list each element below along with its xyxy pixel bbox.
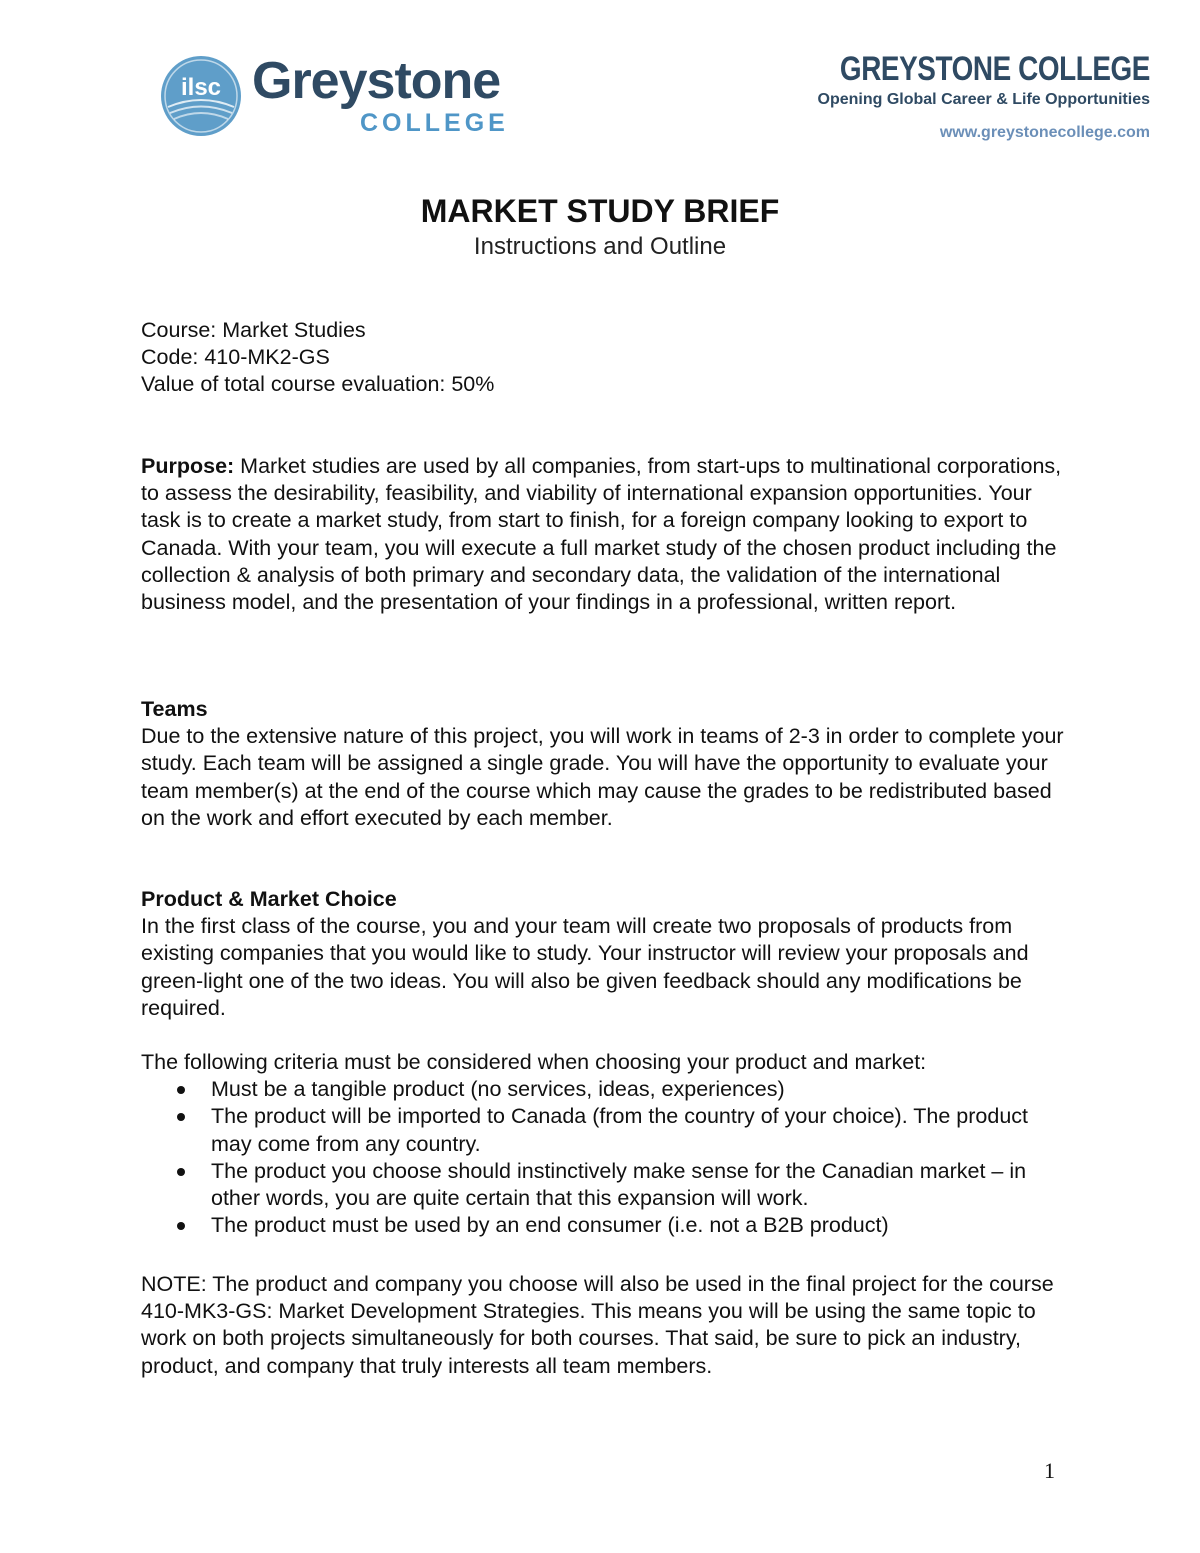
product-choice-section	[141, 886, 1071, 1022]
teams-section	[141, 696, 1071, 832]
note-section	[141, 1271, 1071, 1380]
purpose-heading: Purpose:	[141, 454, 235, 478]
purpose-paragraph	[141, 453, 1071, 616]
criteria-list	[141, 1076, 1071, 1239]
logo-wordmark: Greystone	[252, 52, 501, 110]
criteria-item: Must be a tangible product (no services, ideas, experiences)	[141, 1076, 1071, 1103]
product-choice-heading: Product & Market Choice	[141, 887, 397, 911]
teams-heading: Teams	[141, 697, 208, 721]
purpose-section	[141, 453, 1071, 616]
bullet-icon	[177, 1113, 185, 1121]
code-line: Code: 410-MK2-GS	[141, 345, 330, 370]
product-choice-text: In the first class of the course, you and your team will create two proposals of products from existing companies that you would like to study. Your instructor will review your proposals and green-light one of the two ideas. You will also be given feedback should any modifications be required.	[141, 914, 1029, 1020]
document-title: MARKET STUDY BRIEF	[420, 193, 780, 229]
course-meta	[141, 317, 1071, 399]
college-url: www.greystonecollege.com	[939, 124, 1150, 141]
criteria-section	[141, 1049, 1071, 1239]
purpose-text: Market studies are used by all companies, from start-ups to multinational corporations, to assess the desirability, feasibility, and viability of international expansion opportunities. Your task is to create a market study, from start to finish, for a foreign company looking to export to Canada. With your team, you will execute a full market study of the chosen product including the collection & analysis of both primary and secondary data, the validation of the international business model, and the presentation of your findings in a professional, written report.	[141, 454, 1062, 615]
course-line: Course: Market Studies	[141, 318, 366, 342]
bullet-icon	[177, 1168, 185, 1176]
criteria-item: The product will be imported to Canada (from the country of your choice). The product may come from any country.	[141, 1103, 1071, 1157]
college-tagline: Opening Global Career & Life Opportunities	[817, 91, 1150, 108]
bullet-icon	[177, 1222, 185, 1230]
document-subtitle: Instructions and Outline	[473, 233, 727, 260]
seal-text: ilsc	[180, 74, 222, 101]
criteria-intro: The following criteria must be considered when choosing your product and market:	[141, 1050, 927, 1074]
logo-sub-wordmark: COLLEGE	[360, 109, 509, 137]
value-line: Value of total course evaluation: 50%	[141, 372, 495, 397]
note-text: NOTE: The product and company you choose will also be used in the final project for the course 410-MK3-GS: Market Development Strategies. This means you will be using the same topic to work on both projects simultaneously for both courses. That said, be sure to pick an industry, product, and company that truly interests all team members.	[141, 1272, 1054, 1378]
college-name: GREYSTONE COLLEGE	[839, 50, 1150, 88]
greystone-college-header	[730, 50, 1150, 150]
criteria-item: The product must be used by an end consumer (i.e. not a B2B product)	[141, 1212, 1071, 1239]
greystone-ilsc-logo	[160, 50, 520, 145]
bullet-icon	[177, 1086, 185, 1094]
ilsc-seal-icon	[160, 55, 242, 137]
page-number: 1	[1044, 1458, 1055, 1483]
teams-text: Due to the extensive nature of this project, you will work in teams of 2-3 in order to complete your study. Each team will be assigned a single grade. You will have the opportunity to evaluate your team member(s) at the end of the course which may cause the grades to be redistributed based on the work and effort executed by each member.	[141, 724, 1064, 830]
criteria-item: The product you choose should instinctively make sense for the Canadian market – in other words, you are quite certain that this expansion will work.	[141, 1158, 1071, 1212]
